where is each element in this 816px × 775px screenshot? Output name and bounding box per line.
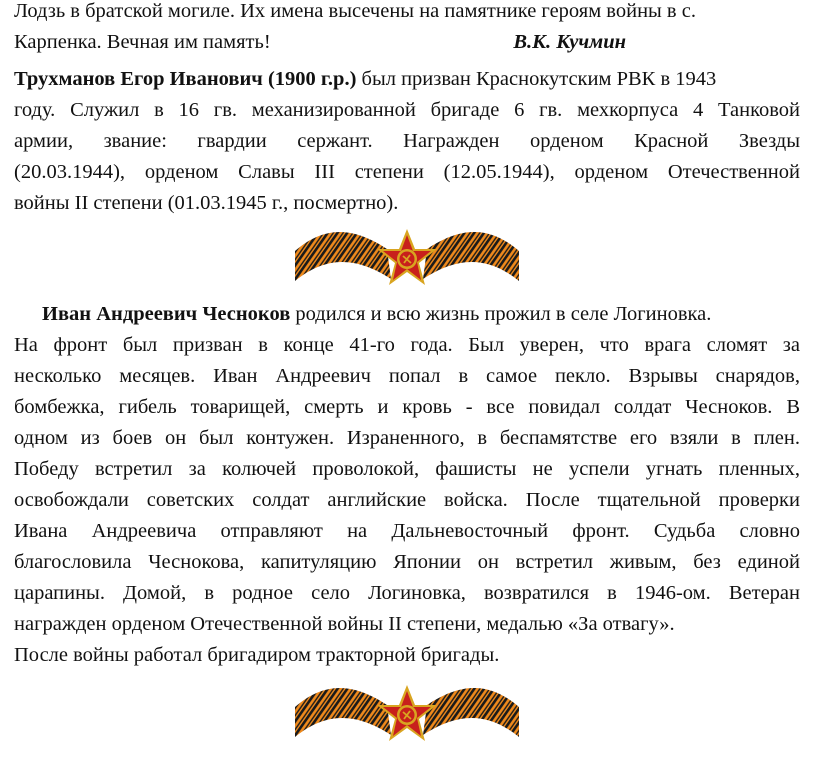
text-line: армии, звание: гвардии сержант. Награжден орденом Красной Звезды [14, 130, 800, 152]
text-line: бомбежка, гибель товарищей, смерть и кровь - все повидал солдат Чесноков. В [14, 396, 800, 418]
text-span: родился и всю жизнь прожил в селе Логиновка. [290, 303, 712, 325]
person-name: Иван Андреевич Чесноков [42, 303, 291, 325]
text-line [14, 299, 800, 330]
text-line: Ивана Андреевича отправляют на Дальневосточный фронт. Судьба словно [14, 520, 800, 542]
text-line: освобождали советских солдат английские войска. После тщательной проверки [14, 489, 800, 511]
st-george-ribbon-icon [287, 675, 527, 755]
text-line: несколько месяцев. Иван Андреевич попал в самое пекло. Взрывы снарядов, [14, 365, 800, 387]
document-page [14, 0, 800, 755]
text-line: одном из боев он был контужен. Израненного, в беспамятстве его взяли в плен. [14, 427, 800, 449]
text-line: (20.03.1944), орденом Славы III степени (12.05.1944), орденом Отечественной [14, 161, 800, 183]
text-line: Победу встретил за колючей проволокой, фашисты не успели угнать пленных, [14, 458, 800, 480]
text-line: благословила Чеснокова, капитуляцию Японии он встретил живым, без единой [14, 551, 800, 573]
text-line: царапины. Домой, в родное село Логиновка, возвратился в 1946-ом. Ветеран [14, 582, 800, 604]
author-signature: В.К. Кучмин [513, 31, 626, 53]
person-name: Трухманов Егор Иванович (1900 г.р.) [14, 68, 357, 90]
text-line [14, 64, 800, 95]
text-span: был призван Краснокутским РВК в 1943 [356, 68, 717, 90]
text-line: году. Служил в 16 гв. механизированной бригаде 6 гв. мехкорпуса 4 Танковой [14, 99, 800, 121]
text-line: награжден орденом Отечественной войны II степени, медалью «За отвагу». [14, 613, 675, 635]
text-line-with-signature [14, 27, 800, 58]
st-george-ribbon-icon [287, 219, 527, 299]
text-span: Карпенка. Вечная им память! [14, 31, 271, 53]
text-line: После войны работал бригадиром тракторной бригады. [14, 644, 500, 666]
text-line: войны II степени (01.03.1945 г., посмертно). [14, 192, 399, 214]
text-line: На фронт был призван в конце 41-го года. Был уверен, что врага сломят за [14, 334, 800, 356]
text-line: Лодзь в братской могиле. Их имена высечены на памятнике героям войны в с. [14, 0, 696, 22]
